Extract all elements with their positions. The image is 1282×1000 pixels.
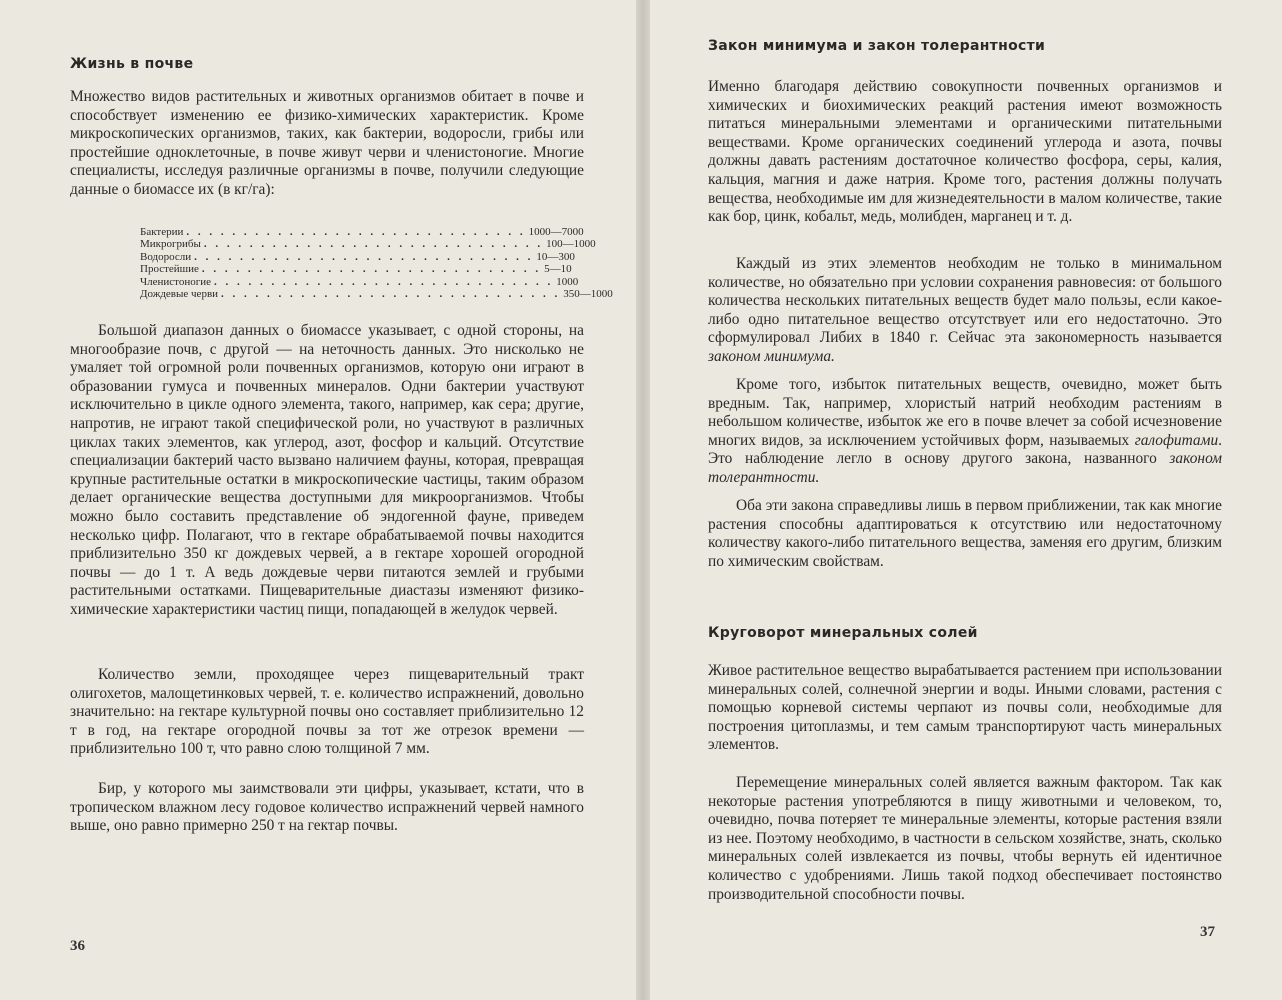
biomass-value: 100—1000 [546,238,596,251]
biomass-organism: Микрогрибы [140,238,201,251]
biomass-row [140,226,584,238]
leader-dots: . . . . . . . . . . . . . . . . . . . . . . . . . . . . . . [203,238,544,251]
page-number: 36 [70,938,85,954]
term-law-of-tolerance: законом толерантности. [708,450,1222,486]
biomass-table [140,226,613,301]
biomass-value: 10—300 [536,250,575,263]
body-paragraph [708,376,1222,488]
body-paragraph: Бир, у которого мы заимствовали эти цифры, указывает, кстати, что в тропическом влажном лесу годовое количество испражнений червей намного выше, оно равно примерно 250 т на гектар почвы. [70,780,584,835]
leader-dots: . . . . . . . . . . . . . . . . . . . . . . . . . . . . . . [194,250,534,263]
body-paragraph: Количество земли, проходящее через пищеварительный тракт олигохетов, малощетинковых червей, т. е. количество испражнений, довольно значительно: на гектаре культурной почвы оно составляет приблизительно 12 т в год, на гектаре огородной почвы за тот же отрезок времени — приблизительно 100 т, что равно слою толщиной 7 мм. [70,666,584,758]
paragraph-text: . Это наблюдение легло в основу другого закона, названного [708,431,1222,468]
biomass-row [140,275,579,288]
section-heading-laws: Закон минимума и закон толерантности [708,38,1046,54]
biomass-row [140,238,596,251]
body-paragraph: Оба эти закона справедливы лишь в первом приближении, так как многие растения способны адаптироваться к отсутствию или недостаточному количеству какого-либо питательного вещества, заменяя его другим, близким по химическим свойствам. [708,497,1222,570]
biomass-row [140,250,575,263]
right-page [650,0,1282,1000]
intro-paragraph: Множество видов растительных и животных организмов обитает в почве и способствует изменению ее физико-химических характеристик. Кроме микроскопических организмов, таких, как бактерии, водоросли, грибы или простейшие одноклеточные, в почве живут черви и членистоногие. Многие специалисты, исследуя различные организмы в почве, получили следующие данные о биомассе их (в кг/га): [70,88,584,198]
biomass-organism: Простейшие [140,263,199,276]
term-halophytes: галофитами [1134,431,1219,449]
biomass-value: 1000—7000 [528,226,584,238]
biomass-organism: Дождевые черви [140,288,219,301]
biomass-row [140,288,613,301]
leader-dots: . . . . . . . . . . . . . . . . . . . . . . . . . . . . . . [221,288,561,301]
biomass-value: 1000 [556,275,579,288]
body-paragraph: Большой диапазон данных о биомассе указывает, с одной стороны, на многообразие почв, с другой — на неточность данных. Это нисколько не умаляет той огромной роли почвенных организмов, которую они играют в образовании гумуса и почвенных минералов. Одни бактерии участвуют исключительно в цикле одного элемента, такого, например, как сера; другие, напротив, не играют такой специфической роли, но участвуют в различных циклах таких элементов, как углерод, азот, фосфор и кальций. Отсутствие специализации бактерий часто вызвано наличием фауны, которая, превращая крупные растительные остатки в микроскопические частицы, таким образом делает органические вещества доступными для микроорганизмов. Чтобы можно было составить представление об эндогенной фауне, приведем несколько цифр. Полагают, что в гектаре обрабатываемой почвы находится приблизительно 350 кг дождевых червей, а в гектаре хорошей огородной почвы — до 1 т. А ведь дождевые черви питаются землей и грубыми растительными остатками. Пищеварительные диастазы изменяют физико-химические характеристики частиц пищи, попадающей в желудок червей. [70,322,584,618]
paragraph-text: Каждый из этих элементов необходим не только в минимальном количестве, но обязательно при условии сохранения равновесия: от большого количества нескольких питательных веществ будет мало пользы, если какое-либо одно питательное вещество отсутствует или его недостаточно. Это сформулировал Либих в 1840 г. Сейчас эта закономерность называется [708,255,1222,347]
leader-dots: . . . . . . . . . . . . . . . . . . . . . . . . . . . . . . [186,226,526,238]
term-law-of-minimum: законом минимума. [708,347,835,365]
section-heading-mineral-cycle: Круговорот минеральных солей [708,625,978,641]
biomass-row [140,263,572,276]
section-heading-soil-life: Жизнь в почве [70,56,194,72]
biomass-organism: Членистоногие [140,275,212,288]
page-number: 37 [1200,924,1215,940]
biomass-organism: Водоросли [140,250,192,263]
book-gutter [636,0,650,1000]
biomass-value: 350—1000 [563,288,613,301]
leader-dots: . . . . . . . . . . . . . . . . . . . . . . . . . . . . . . [214,275,554,288]
paragraph-text: Кроме того, избыток питательных веществ, очевидно, может быть вредным. Так, например, хлористый натрий необходим растениям в небольшом количестве, избыток же его в почве влечет за собой исчезновение многих видов, за исключением устойчивых форм, называемых [708,376,1222,449]
left-page [0,0,636,1000]
body-paragraph: Перемещение минеральных солей является важным фактором. Так как некоторые растения употребляются в пищу животными и человеком, то, очевидно, почва потеряет те минеральные элементы, которые растения взяли из нее. Поэтому необходимо, в частности в сельском хозяйстве, знать, сколько минеральных солей извлекается из почвы, чтобы вернуть ей идентичное количество с удобрениями. Лишь такой подход обеспечивает постоянство производительной способности почвы. [708,774,1222,903]
biomass-organism: Бактерии [140,226,184,238]
leader-dots: . . . . . . . . . . . . . . . . . . . . . . . . . . . . . . [201,263,542,276]
body-paragraph: Именно благодаря действию совокупности почвенных организмов и химических и биохимических реакций растения имеют возможность питаться минеральными элементами и органическими питательными веществами. Кроме органических соединений углерода и азота, почвы должны давать растениям достаточное количество фосфора, серы, калия, кальция, магния и даже натрия. Кроме того, растения должны получать вещества, необходимые им для жизнедеятельности в малом количестве, такие как бор, цинк, кобальт, медь, молибден, марганец и т. д. [708,78,1222,226]
body-paragraph [708,255,1222,367]
body-paragraph: Живое растительное вещество вырабатывается растением при использовании минеральных солей, солнечной энергии и воды. Иными словами, растения с помощью корневой системы черпают из почвы соли, необходимые для построения цитоплазмы, и тем самым транспортируют часть минеральных элементов. [708,662,1222,754]
biomass-value: 5—10 [544,263,572,276]
